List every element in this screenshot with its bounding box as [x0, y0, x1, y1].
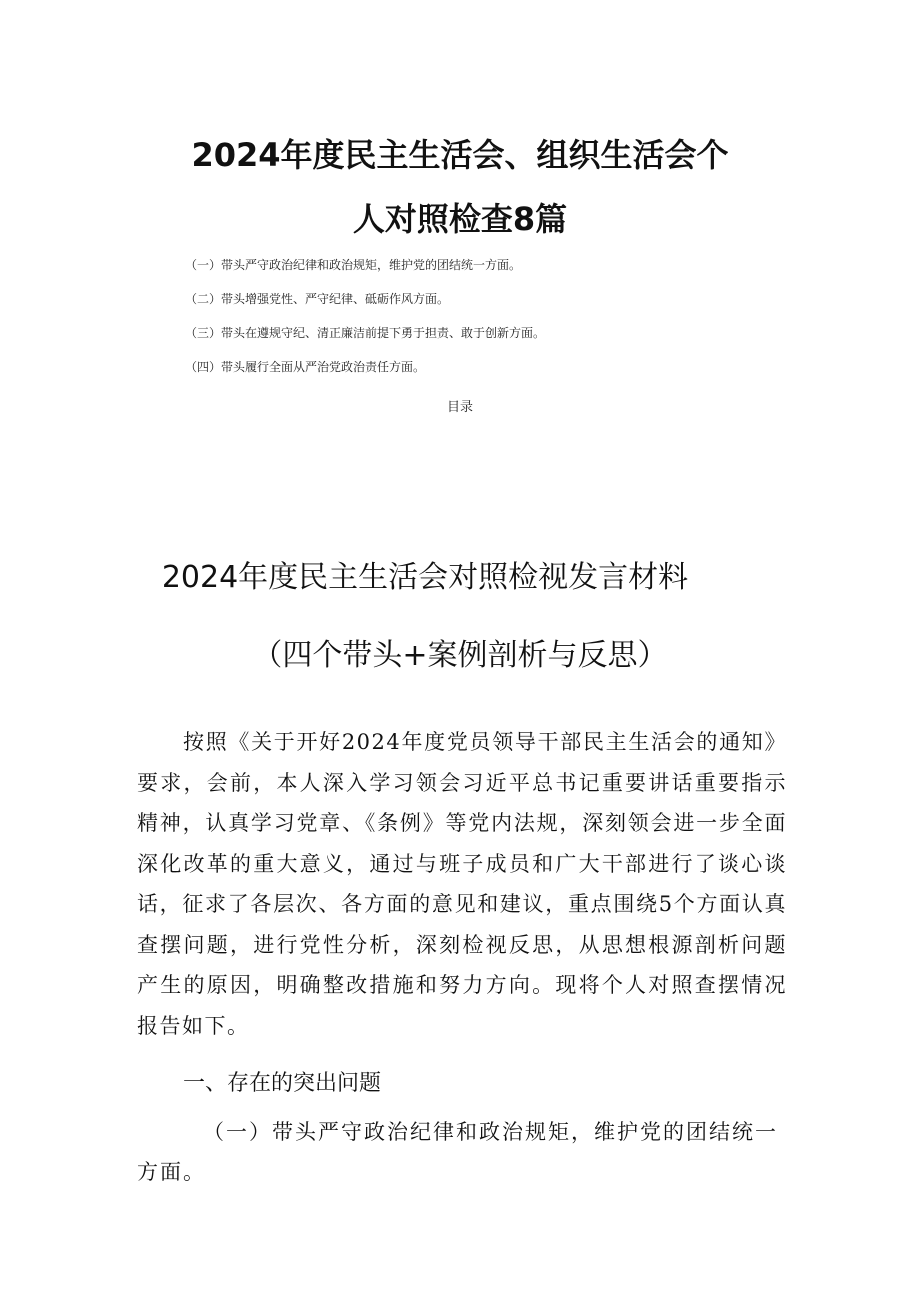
sub-section-paragraph: （一）带头严守政治纪律和政治规矩，维护党的团结统一方面。	[137, 1120, 778, 1184]
table-of-contents	[185, 255, 745, 391]
toc-item-4[interactable]: （四）带头履行全面从严治党政治责任方面。	[185, 360, 426, 374]
intro-paragraph: 按照《关于开好2024年度党员领导干部民主生活会的通知》要求，会前，本人深入学习领会习近平总书记重要讲话重要指示精神，认真学习党章、《条例》等党内法规，深刻领会进一步全面深化改革的重大意义，通过与班子成员和广大干部进行了谈心谈话，征求了各层次、各方面的意见和建议，重点围绕5个方面认真查摆问题，进行党性分析，深刻检视反思，从思想根源剖析问题产生的原因，明确整改措施和努力方向。现将个人对照查摆情况报告如下。	[137, 730, 787, 1038]
toc-item-3[interactable]: （三）带头在遵规守纪、清正廉洁前提下勇于担责、敢于创新方面。	[185, 326, 546, 340]
section-title-line-2: （四个带头+案例剖析与反思）	[252, 638, 668, 673]
section-title-line-1: 2024年度民主生活会对照检视发言材料	[161, 560, 689, 595]
toc-item-2[interactable]: （二）带头增强党性、严守纪律、砥砺作风方面。	[185, 292, 450, 306]
document-title-line-2: 人对照检查8篇	[352, 200, 568, 238]
document-title-line-1: 2024年度民主生活会、组织生活会个	[191, 136, 729, 174]
toc-label: 目录	[446, 400, 473, 415]
section-heading: 一、存在的突出问题	[183, 1071, 382, 1096]
toc-item-1[interactable]: （一）带头严守政治纪律和政治规矩，维护党的团结统一方面。	[185, 258, 522, 272]
